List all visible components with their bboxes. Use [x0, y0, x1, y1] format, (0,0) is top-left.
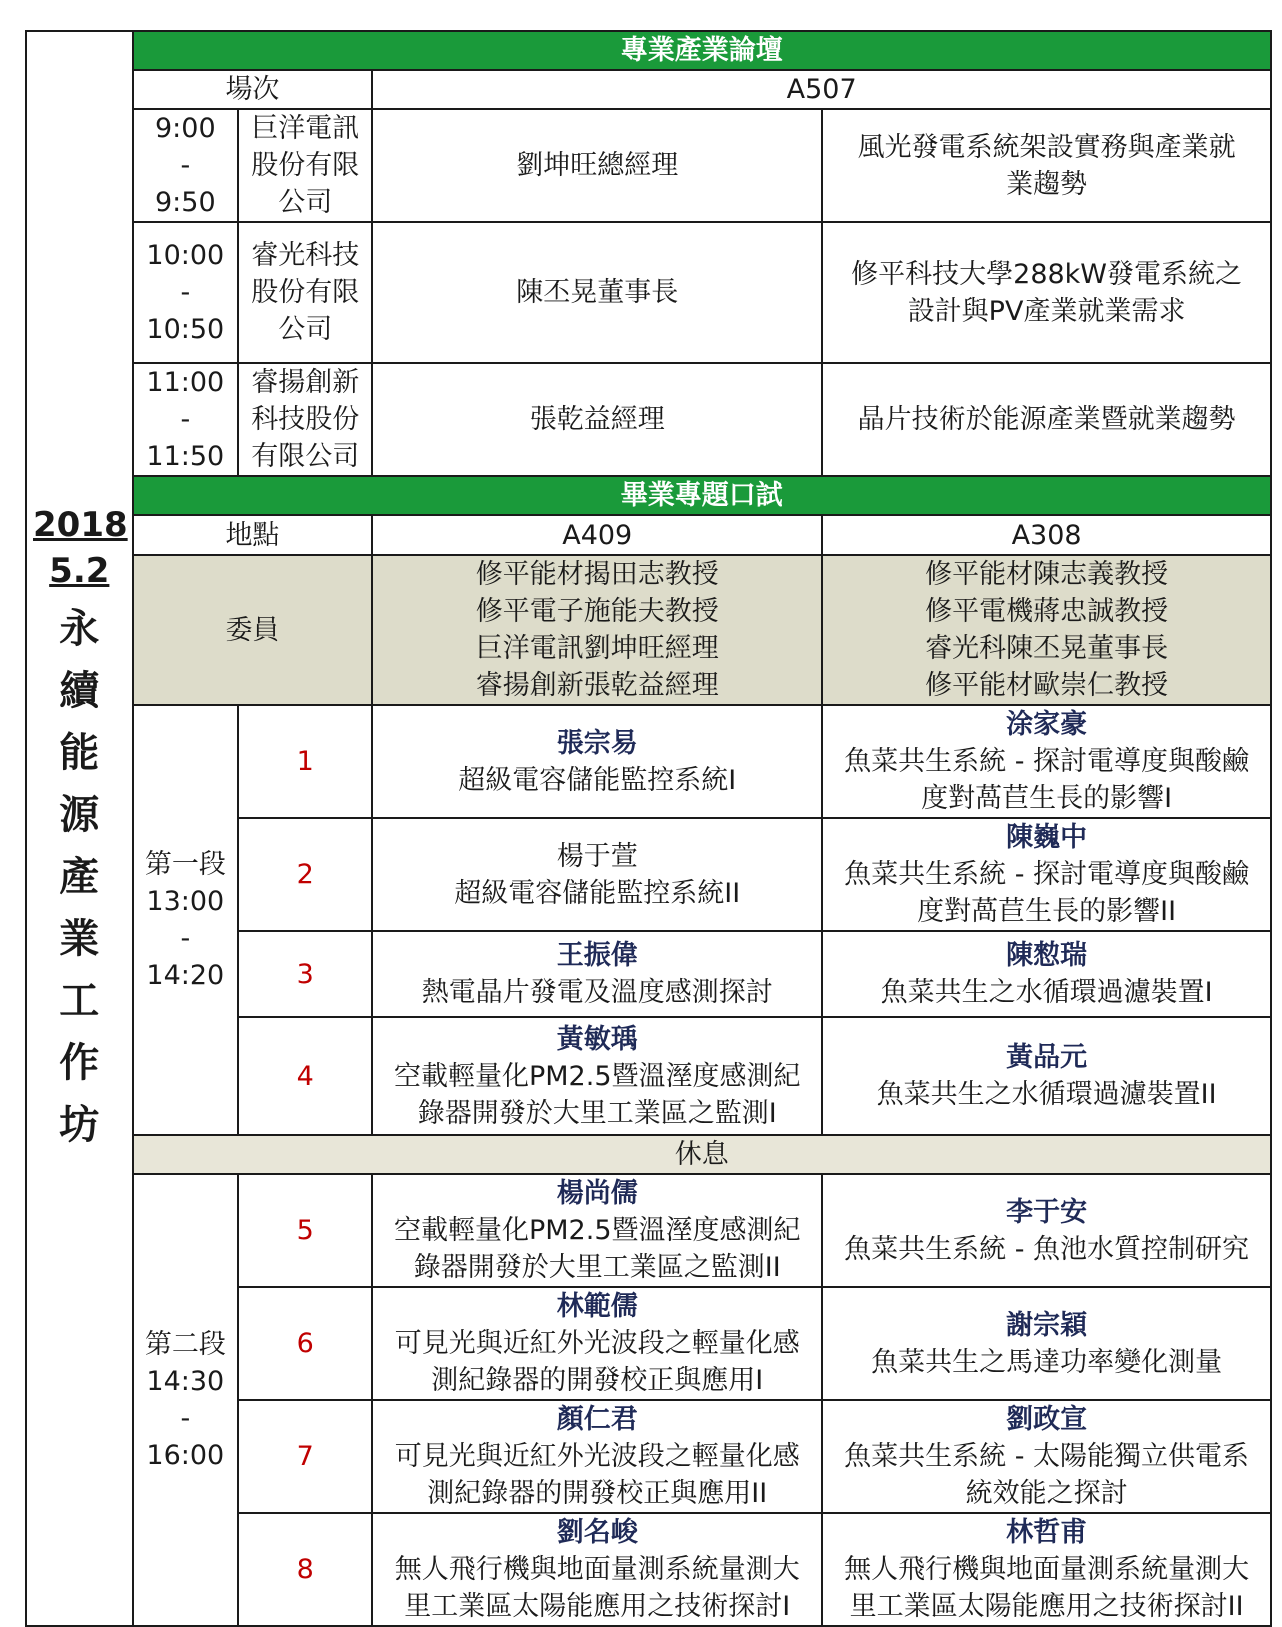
talk-time: 10:00 - 10:50: [133, 222, 239, 363]
student-name: 顏仁君: [556, 1404, 638, 1435]
talk-speaker: 陳丕晃董事長: [372, 222, 822, 363]
schedule-table: [25, 30, 1272, 1627]
exam-header: 畢業專題口試: [133, 476, 1271, 515]
slot-a: 王振偉 熱電晶片發電及溫度感測探討: [372, 931, 822, 1017]
student-name: 謝宗穎: [1006, 1309, 1088, 1341]
title-char: 源: [59, 791, 100, 838]
room-b: A308: [822, 515, 1271, 555]
talk-time: 11:00 - 11:50: [133, 363, 239, 476]
title-char: 永: [59, 605, 100, 652]
title-char: 續: [59, 667, 100, 714]
slot-a: 劉名峻 無人飛行機與地面量測系統量測大 里工業區太陽能應用之技術探討I: [372, 1513, 822, 1626]
forum-room: A507: [372, 70, 1271, 109]
slot-b: 林哲甫 無人飛行機與地面量測系統量測大 里工業區太陽能應用之技術探討II: [822, 1513, 1271, 1626]
student-name: 張宗易: [556, 727, 638, 759]
student-name: 黃敏瑀: [556, 1023, 638, 1055]
title-char: 坊: [59, 1101, 100, 1148]
student-name: 楊尚儒: [556, 1178, 638, 1209]
forum-header: 專業產業論壇: [133, 31, 1271, 70]
title-char: 作: [59, 1039, 100, 1086]
workshop-title-cell: [26, 31, 133, 1626]
slot-number: 5: [238, 1174, 372, 1287]
slot-b: 陳愸瑞 魚菜共生之水循環過濾裝置I: [822, 931, 1271, 1017]
title-char: 能: [59, 729, 100, 776]
location-label: 地點: [133, 515, 373, 555]
student-name: 楊于萱: [556, 840, 638, 872]
workshop-date-year: 2018: [33, 504, 128, 545]
forum-talk-row: [26, 109, 1271, 222]
talk-company: 睿揚創新 科技股份 有限公司: [238, 363, 372, 476]
slot-a: 楊尚儒 空載輕量化PM2.5暨溫溼度感測紀 錄器開發於大里工業區之監測II: [372, 1174, 822, 1287]
talk-company: 睿光科技 股份有限 公司: [238, 222, 372, 363]
student-name: 涂家豪: [1006, 709, 1088, 740]
exam-slot-row: [26, 705, 1271, 818]
slot-a: 黃敏瑀 空載輕量化PM2.5暨溫溼度感測紀 錄器開發於大里工業區之監測I: [372, 1017, 822, 1135]
slot-b: 謝宗穎 魚菜共生之馬達功率變化測量: [822, 1287, 1271, 1400]
committee-b: 修平能材陳志義教授 修平電機蔣忠誠教授 睿光科陳丕晃董事長 修平能材歐崇仁教授: [822, 555, 1271, 705]
committee-a: 修平能材揭田志教授 修平電子施能夫教授 巨洋電訊劉坤旺經理 睿揚創新張乾益經理: [372, 555, 822, 705]
break-row: 休息: [133, 1135, 1271, 1174]
title-char: 工: [59, 977, 100, 1024]
talk-company: 巨洋電訊 股份有限 公司: [238, 109, 372, 222]
forum-talk-row: [26, 363, 1271, 476]
student-name: 劉政宣: [1006, 1404, 1088, 1435]
talk-topic: 晶片技術於能源產業暨就業趨勢: [822, 363, 1271, 476]
student-name: 劉名峻: [556, 1517, 638, 1548]
slot-b: 黃品元 魚菜共生之水循環過濾裝置II: [822, 1017, 1271, 1135]
exam-slot-row: [26, 1174, 1271, 1287]
slot-a: 楊于萱 超級電容儲能監控系統II: [372, 818, 822, 931]
forum-talk-row: [26, 222, 1271, 363]
slot-number: 7: [238, 1400, 372, 1513]
slot-number: 6: [238, 1287, 372, 1400]
slot-number: 4: [238, 1017, 372, 1135]
room-a: A409: [372, 515, 822, 555]
talk-topic: 風光發電系統架設實務與產業就 業趨勢: [822, 109, 1271, 222]
committee-label: 委員: [133, 555, 373, 705]
slot-number: 3: [238, 931, 372, 1017]
workshop-title: [33, 598, 126, 1156]
student-name: 林範儒: [556, 1291, 638, 1322]
title-char: 業: [59, 915, 100, 962]
talk-speaker: 劉坤旺總經理: [372, 109, 822, 222]
session-label: 場次: [133, 70, 373, 109]
student-name: 陳巍中: [1006, 822, 1088, 853]
slot-b: 涂家豪 魚菜共生系統 - 探討電導度與酸鹼 度對萵苣生長的影響I: [822, 705, 1271, 818]
slot-b: 李于安 魚菜共生系統 - 魚池水質控制研究: [822, 1174, 1271, 1287]
student-name: 王振偉: [556, 940, 638, 971]
talk-time: 9:00 - 9:50: [133, 109, 239, 222]
slot-a: 顏仁君 可見光與近紅外光波段之輕量化感 測紀錄器的開發校正與應用II: [372, 1400, 822, 1513]
slot-number: 8: [238, 1513, 372, 1626]
slot-a: 林範儒 可見光與近紅外光波段之輕量化感 測紀錄器的開發校正與應用I: [372, 1287, 822, 1400]
title-char: 產: [59, 853, 100, 900]
talk-topic: 修平科技大學288kW發電系統之 設計與PV產業就業需求: [822, 222, 1271, 363]
session2-time: 第二段 14:30 - 16:00: [133, 1174, 239, 1626]
slot-a: 張宗易 超級電容儲能監控系統I: [372, 705, 822, 818]
student-name: 林哲甫: [1006, 1517, 1088, 1548]
slot-b: 劉政宣 魚菜共生系統 - 太陽能獨立供電系 統效能之探討: [822, 1400, 1271, 1513]
student-name: 黃品元: [1006, 1042, 1088, 1073]
slot-number: 1: [238, 705, 372, 818]
session1-time: 第一段 13:00 - 14:20: [133, 705, 239, 1135]
slot-number: 2: [238, 818, 372, 931]
workshop-date-day: 5.2: [49, 550, 110, 591]
slot-b: 陳巍中 魚菜共生系統 - 探討電導度與酸鹼 度對萵苣生長的影響II: [822, 818, 1271, 931]
talk-speaker: 張乾益經理: [372, 363, 822, 476]
student-name: 陳愸瑞: [1006, 940, 1088, 971]
student-name: 李于安: [1006, 1196, 1088, 1228]
